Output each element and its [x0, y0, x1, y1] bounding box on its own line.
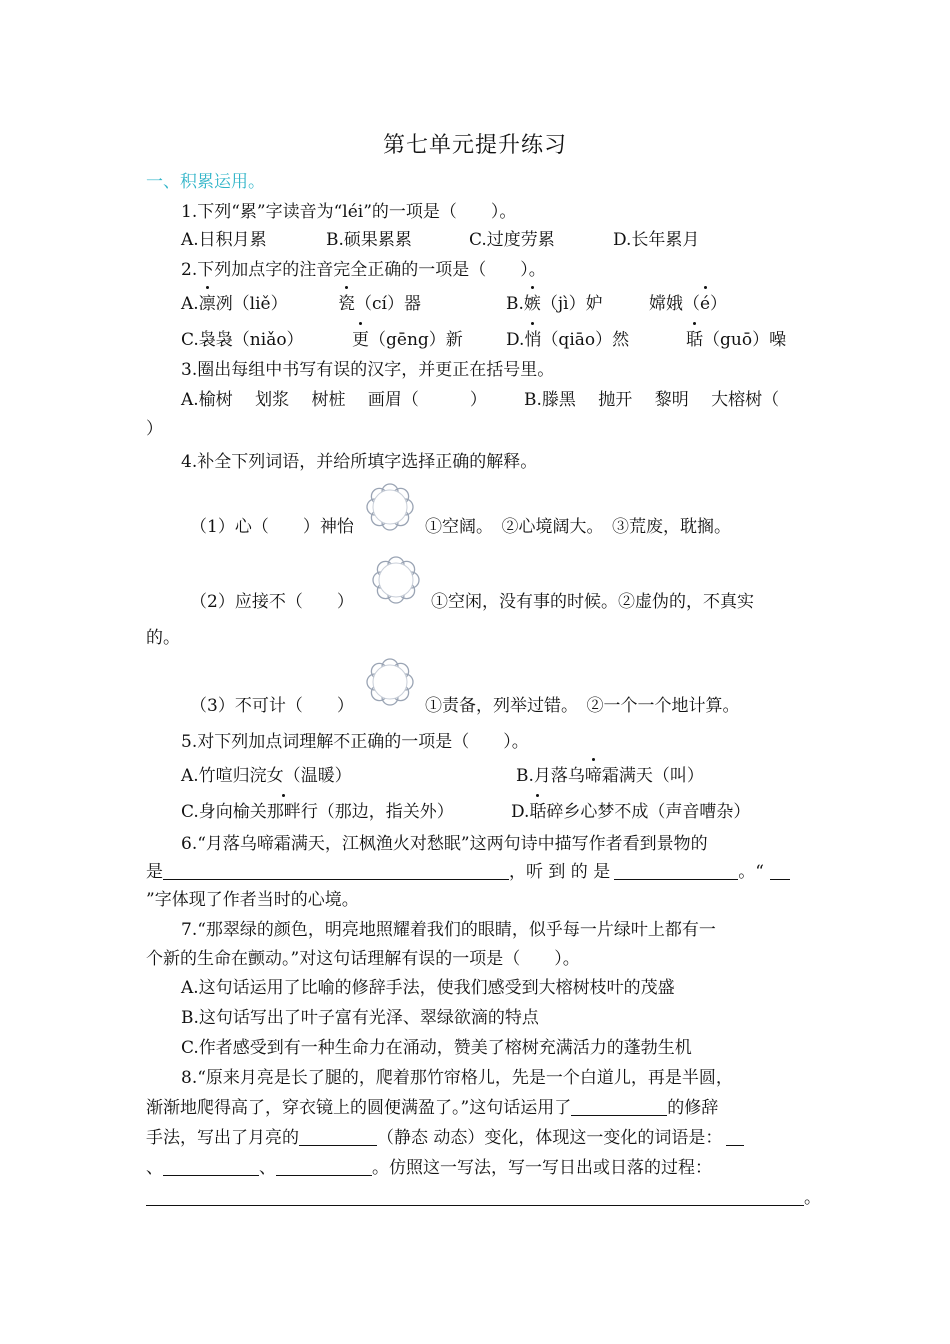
q2-option-a-2: 瓷（cí）器: [338, 294, 421, 314]
q3-option-a: A.榆树 划浆 树桩 画眉（ ）: [181, 390, 487, 410]
question-6-line-3: ”字体现了作者当时的心境。: [146, 890, 359, 910]
q2-option-c-2: 更（gēng）新: [352, 330, 463, 350]
q2-option-b-2: 嫦娥（é）: [649, 294, 728, 314]
q3-wrap: ）: [146, 419, 163, 439]
q4-item-2: （2）应接不（ ）: [190, 592, 354, 612]
q5-option-d: D.聒碎乡心梦不成（声音嘈杂）: [511, 802, 751, 822]
answer-blank[interactable]: [770, 861, 790, 880]
q2-option-c-1: C.袅袅（niǎo）: [181, 330, 304, 350]
question-6-line-2: 是 ，听 到 的 是 。“: [146, 860, 790, 884]
q5-option-b: B.月落乌啼霜满天（叫）: [516, 766, 704, 786]
q7-option-c: C.作者感受到有一种生命力在涌动，赞美了榕树充满活力的蓬勃生机: [181, 1038, 692, 1058]
q2-option-d-1: D.悄（qiāo）然: [506, 330, 630, 350]
flower-frame-icon: [366, 658, 414, 706]
q4-item-3-def: ①责备，列举过错。 ②一个一个地计算。: [425, 696, 740, 716]
q4-item-2-wrap: 的。: [146, 628, 180, 648]
question-8-line-3: 手法，写出了月亮的 （静态 动态）变化，体现这一变化的词语是：: [146, 1126, 744, 1150]
question-8-line-4: 、 、 。仿照这一写法，写一写日出或日落的过程：: [146, 1158, 712, 1178]
q1-option-d: D.长年累月: [613, 230, 700, 250]
question-5-stem: 5.对下列加点词理解不正确的一项是（ ）。: [181, 732, 529, 752]
answer-blank[interactable]: [276, 1157, 372, 1176]
q5-option-a: A.竹喧归浣女（温暖）: [181, 766, 352, 786]
question-8-line-5: 。: [146, 1186, 821, 1210]
question-8-line-1: 8.“原来月亮是长了腿的，爬着那竹帘格儿，先是一个白道儿，再是半圆，: [181, 1068, 733, 1088]
q7-option-b: B.这句话写出了叶子富有光泽、翠绿欲滴的特点: [181, 1008, 539, 1028]
flower-frame-icon: [366, 483, 414, 531]
q1-option-b: B.硕果累累: [326, 230, 412, 250]
answer-blank[interactable]: [571, 1097, 667, 1116]
question-1-stem: 1.下列“累”字读音为“léi”的一项是（ ）。: [181, 202, 517, 222]
flower-frame-icon: [372, 556, 420, 604]
answer-blank[interactable]: [299, 1127, 377, 1146]
q4-item-1-def: ①空阔。 ②心境阔大。 ③荒废，耽搁。: [425, 517, 731, 537]
question-2-stem: 2.下列加点字的注音完全正确的一项是（ ）。: [181, 260, 546, 280]
q4-item-1: （1）心（ ）神怡: [190, 517, 354, 537]
q7-option-a: A.这句话运用了比喻的修辞手法，使我们感受到大榕树枝叶的茂盛: [181, 978, 675, 998]
answer-blank[interactable]: [163, 861, 509, 880]
q5-option-c: C.身向榆关那畔行（那边，指关外）: [181, 802, 454, 822]
question-7-line-1: 7.“那翠绿的颜色，明亮地照耀着我们的眼睛，似乎每一片绿叶上都有一: [181, 920, 716, 940]
page-title: 第七单元提升练习: [382, 133, 567, 158]
question-3-stem: 3.圈出每组中书写有误的汉字，并更正在括号里。: [181, 360, 555, 380]
question-6-line-1: 6.“月落乌啼霜满天，江枫渔火对愁眠”这两句诗中描写作者看到景物的: [181, 834, 708, 854]
answer-blank[interactable]: [726, 1127, 744, 1146]
q1-option-a: A.日积月累: [181, 230, 267, 250]
answer-blank[interactable]: [163, 1157, 259, 1176]
section-heading: 一、积累运用。: [146, 172, 265, 192]
q4-item-3: （3）不可计（ ）: [190, 696, 354, 716]
q2-option-a-1: A.凛冽（liě）: [181, 294, 288, 314]
q2-option-b-1: B.嫉（jì）妒: [506, 294, 603, 314]
q4-item-2-def: ①空闲，没有事的时候。②虚伪的，不真实: [431, 592, 754, 612]
q3-option-b: B.滕黑 抛开 黎明 大榕树（: [524, 390, 780, 410]
q2-option-d-2: 聒（guō）噪: [686, 330, 787, 350]
q1-option-c: C.过度劳累: [469, 230, 555, 250]
question-7-line-2: 个新的生命在颤动。”对这句话理解有误的一项是（ ）。: [146, 949, 580, 969]
answer-blank[interactable]: [614, 861, 738, 880]
answer-blank[interactable]: [146, 1187, 804, 1206]
question-8-line-2: 渐渐地爬得高了，穿衣镜上的圆便满盈了。”这句话运用了 的修辞: [146, 1098, 719, 1118]
question-4-stem: 4.补全下列词语，并给所填字选择正确的解释。: [181, 452, 538, 472]
